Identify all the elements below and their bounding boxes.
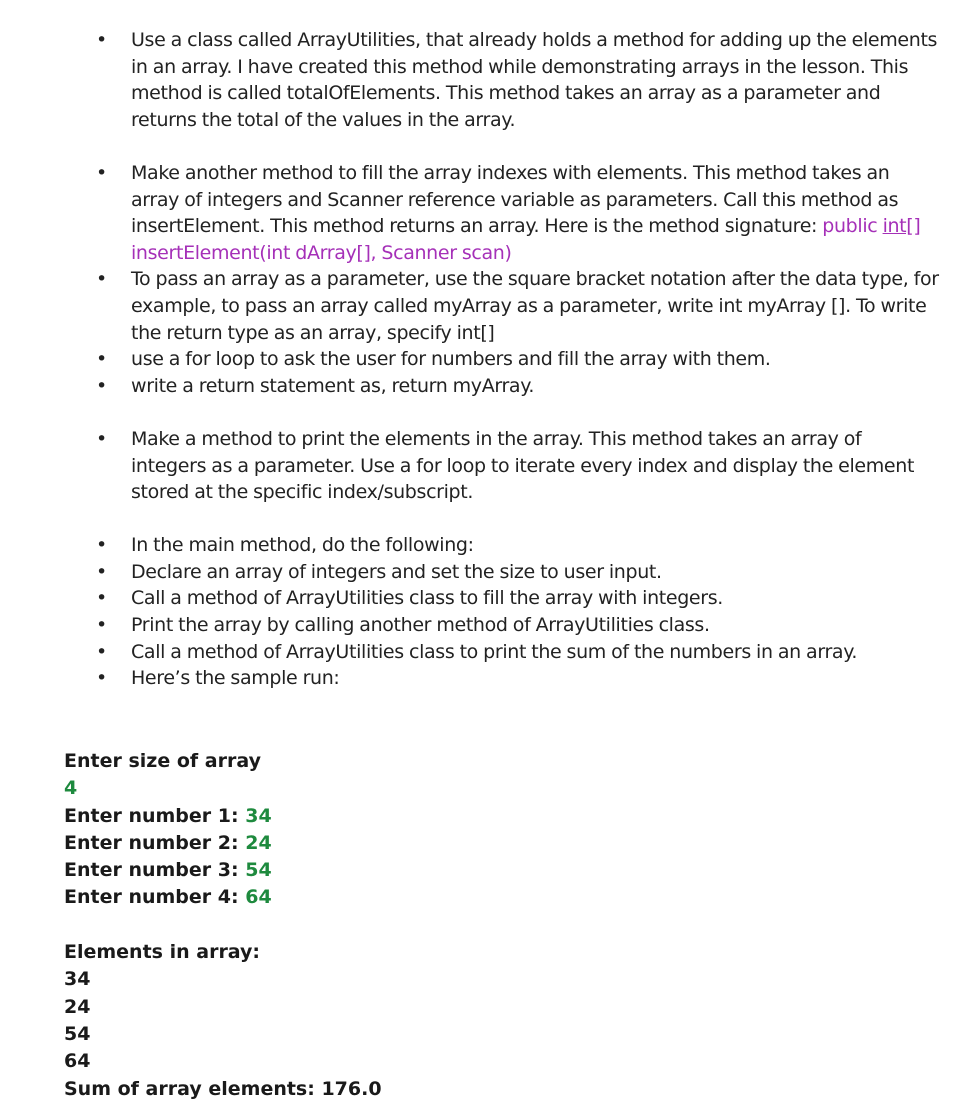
console-blank-line xyxy=(64,912,382,939)
console-prompt: Enter size of array xyxy=(64,750,261,772)
console-line xyxy=(64,994,382,1021)
console-line xyxy=(64,1021,382,1048)
console-line xyxy=(64,1076,382,1103)
sample-run-output xyxy=(64,748,382,1103)
list-item-sample xyxy=(0,665,978,692)
console-prompt: Enter number 1: xyxy=(64,804,246,827)
console-prompt: Enter number 2: xyxy=(64,831,246,854)
console-line xyxy=(64,966,382,993)
list-item-text: Here’s the sample run: xyxy=(131,667,340,690)
list-item-text: Declare an array of integers and set the size to user input. xyxy=(131,560,662,583)
spacer xyxy=(0,133,978,160)
console-line xyxy=(64,775,382,802)
list-item-pass-array xyxy=(0,266,978,346)
console-prompt: Enter number 4: xyxy=(64,886,246,909)
console-input: 24 xyxy=(245,831,272,854)
list-item-text: Make a method to print the elements in the array. This method takes an array of integers as a parameter. Use a for loop to iterate every index and display the element stored at the specific index/subscript. xyxy=(131,427,915,504)
console-line xyxy=(64,748,382,775)
console-output: Sum of array elements: 176.0 xyxy=(64,1077,382,1100)
console-output: 54 xyxy=(64,1022,91,1045)
list-item-text: Call a method of ArrayUtilities class to print the sum of the numbers in an array. xyxy=(131,640,858,663)
console-line xyxy=(64,1048,382,1075)
signature-public: public xyxy=(822,215,878,238)
list-item-sum xyxy=(0,639,978,666)
spacer xyxy=(0,399,978,426)
console-input: 54 xyxy=(245,859,272,882)
signature-method: insertElement(int dArray[], Scanner scan) xyxy=(131,241,512,264)
list-item-arrayutilities xyxy=(0,27,978,133)
console-input: 34 xyxy=(245,804,272,827)
console-line xyxy=(64,830,382,857)
spacer xyxy=(0,506,978,533)
list-item-text: Call a method of ArrayUtilities class to fill the array with integers. xyxy=(131,587,723,610)
console-prompt: Enter number 3: xyxy=(64,859,246,882)
console-output: 64 xyxy=(64,1050,91,1073)
list-item-fill xyxy=(0,585,978,612)
console-line xyxy=(64,803,382,830)
list-item-print-method xyxy=(0,426,978,506)
list-item-text: In the main method, do the following: xyxy=(131,534,474,557)
console-output: 34 xyxy=(64,968,91,991)
list-item-text: Use a class called ArrayUtilities, that already holds a method for adding up the elements in an array. I have created this method while demonstrating arrays in the lesson. This method is called totalOfElements. This method takes an array as a parameter and returns the total of the values in the array. xyxy=(131,29,938,131)
console-input: 64 xyxy=(245,886,272,909)
console-line xyxy=(64,857,382,884)
list-item-for-loop xyxy=(0,346,978,373)
list-item-text: write a return statement as, return myArray. xyxy=(131,374,535,397)
instruction-list xyxy=(0,27,978,692)
list-item-print xyxy=(0,612,978,639)
list-item-text: To pass an array as a parameter, use the square bracket notation after the data type, for example, to pass an array called myArray as a parameter, write int myArray []. To write the return type as an array, specify int[] xyxy=(131,268,939,344)
console-output: Elements in array: xyxy=(64,941,261,964)
list-item-insert-element xyxy=(0,160,978,266)
signature-return-type: int[] xyxy=(882,215,921,238)
list-item-main xyxy=(0,532,978,559)
list-item-text: Make another method to fill the array indexes with elements. This method takes an array of integers and Scanner reference variable as parameters. Call this method as insertElement. This method returns an array. Here is the method signature: xyxy=(131,161,899,238)
console-line xyxy=(64,884,382,911)
console-line xyxy=(64,939,382,966)
list-item-text: Print the array by calling another method of ArrayUtilities class. xyxy=(131,614,710,637)
list-item-text: use a for loop to ask the user for numbers and fill the array with them. xyxy=(131,348,771,371)
list-item-declare xyxy=(0,559,978,586)
list-item-return xyxy=(0,373,978,400)
console-input: 4 xyxy=(64,777,78,800)
console-output: 24 xyxy=(64,995,91,1018)
